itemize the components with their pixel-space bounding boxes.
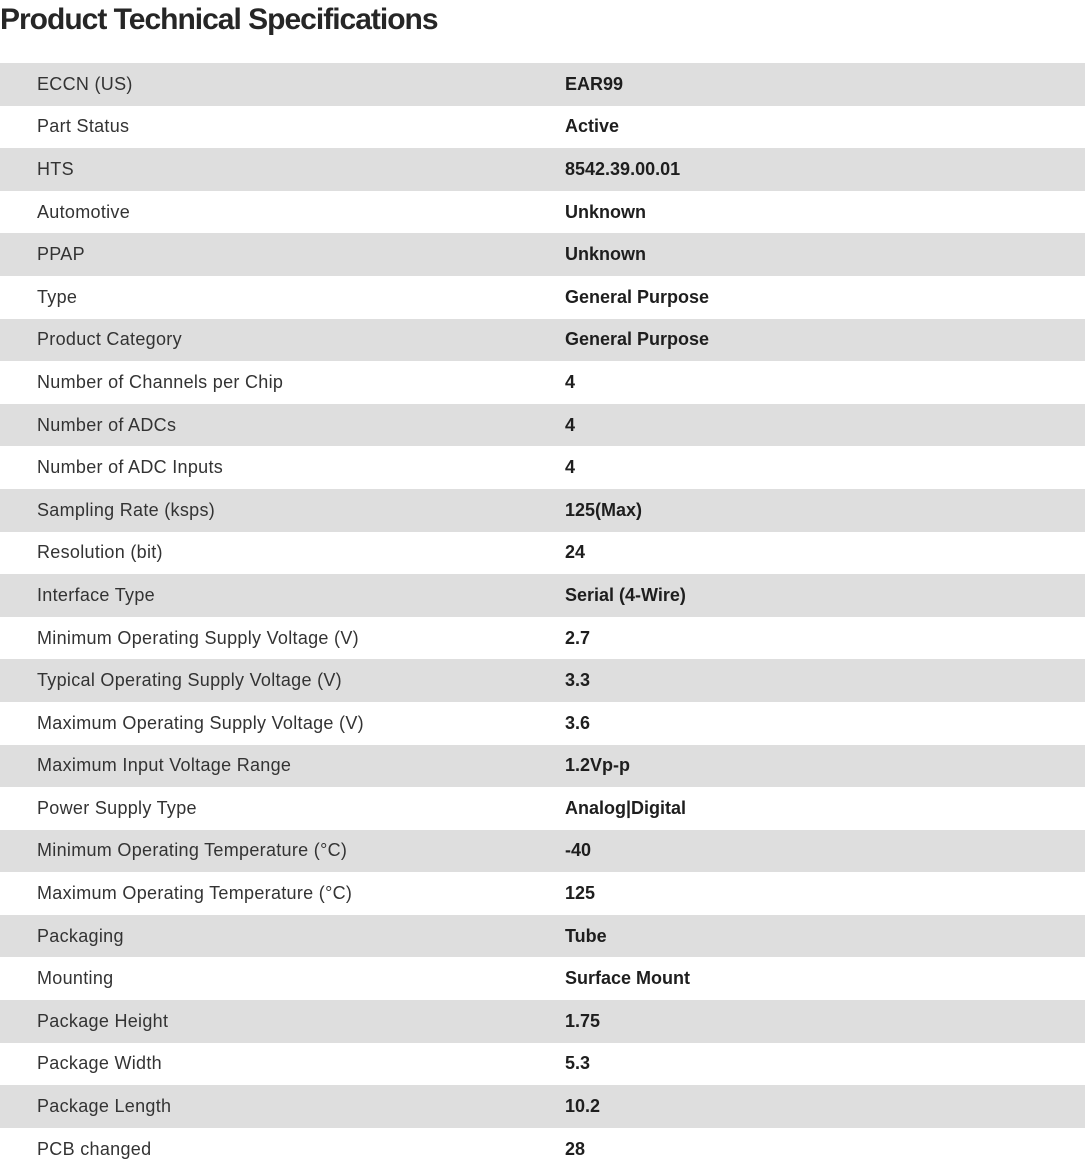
spec-value: 4 bbox=[565, 371, 576, 392]
spec-value: Unknown bbox=[565, 244, 646, 265]
spec-table-body bbox=[0, 63, 1085, 1170]
spec-value: 5.3 bbox=[565, 1053, 591, 1074]
spec-value: 3.6 bbox=[565, 712, 591, 733]
spec-label: Package Width bbox=[37, 1053, 162, 1074]
spec-row bbox=[0, 617, 1085, 660]
spec-row bbox=[0, 957, 1085, 1000]
spec-value: Analog|Digital bbox=[565, 797, 687, 818]
spec-row bbox=[0, 233, 1085, 276]
spec-value: 1.75 bbox=[565, 1010, 601, 1031]
spec-label: Maximum Operating Temperature (°C) bbox=[37, 883, 353, 904]
spec-label: Packaging bbox=[37, 925, 124, 946]
spec-row bbox=[0, 745, 1085, 788]
spec-label: Interface Type bbox=[37, 584, 155, 605]
spec-row bbox=[0, 830, 1085, 873]
spec-row bbox=[0, 702, 1085, 745]
spec-label: HTS bbox=[37, 158, 74, 179]
spec-label: PPAP bbox=[37, 244, 85, 265]
spec-label: PCB changed bbox=[37, 1138, 152, 1159]
spec-value: Tube bbox=[565, 925, 607, 946]
spec-row bbox=[0, 659, 1085, 702]
spec-label: Product Category bbox=[37, 329, 182, 350]
spec-value: 2.7 bbox=[565, 627, 591, 648]
spec-value: 8542.39.00.01 bbox=[565, 158, 681, 179]
spec-value: Serial (4-Wire) bbox=[565, 584, 686, 605]
spec-value: 4 bbox=[565, 414, 576, 435]
spec-row bbox=[0, 191, 1085, 234]
spec-value: Unknown bbox=[565, 201, 646, 222]
spec-row bbox=[0, 106, 1085, 149]
spec-value: Surface Mount bbox=[565, 968, 691, 989]
spec-label: Resolution (bit) bbox=[37, 542, 163, 563]
spec-value: 24 bbox=[565, 542, 586, 563]
spec-label: Number of ADC Inputs bbox=[37, 457, 224, 478]
spec-row bbox=[0, 63, 1085, 106]
spec-label: Package Length bbox=[37, 1096, 172, 1117]
spec-value: EAR99 bbox=[565, 73, 624, 94]
spec-value: General Purpose bbox=[565, 329, 710, 350]
spec-value: 28 bbox=[565, 1138, 586, 1159]
spec-label: Automotive bbox=[37, 201, 131, 222]
spec-label: Type bbox=[37, 286, 78, 307]
spec-label: ECCN (US) bbox=[37, 73, 133, 94]
spec-label: Part Status bbox=[37, 116, 130, 137]
spec-label: Package Height bbox=[37, 1010, 169, 1031]
spec-label: Sampling Rate (ksps) bbox=[37, 499, 216, 520]
spec-row bbox=[0, 489, 1085, 532]
spec-label: Number of ADCs bbox=[37, 414, 177, 435]
spec-row bbox=[0, 1000, 1085, 1043]
spec-value: General Purpose bbox=[565, 286, 710, 307]
spec-row bbox=[0, 1085, 1085, 1128]
spec-row bbox=[0, 532, 1085, 575]
spec-value: -40 bbox=[565, 840, 592, 861]
spec-row bbox=[0, 319, 1085, 362]
spec-value: 1.2Vp-p bbox=[565, 755, 631, 776]
spec-row bbox=[0, 404, 1085, 447]
spec-label: Number of Channels per Chip bbox=[37, 371, 284, 392]
page-title: Product Technical Specifications bbox=[0, 3, 438, 36]
spec-row bbox=[0, 1043, 1085, 1086]
spec-row bbox=[0, 787, 1085, 830]
spec-value: 125(Max) bbox=[565, 499, 643, 520]
spec-row bbox=[0, 148, 1085, 191]
spec-label: Typical Operating Supply Voltage (V) bbox=[37, 670, 342, 691]
spec-table bbox=[0, 63, 1085, 1170]
spec-label: Maximum Operating Supply Voltage (V) bbox=[37, 712, 364, 733]
spec-row bbox=[0, 361, 1085, 404]
spec-value: 3.3 bbox=[565, 670, 591, 691]
spec-value: 10.2 bbox=[565, 1096, 601, 1117]
spec-value: 125 bbox=[565, 883, 596, 904]
spec-label: Minimum Operating Temperature (°C) bbox=[37, 840, 348, 861]
spec-label: Minimum Operating Supply Voltage (V) bbox=[37, 627, 359, 648]
spec-row bbox=[0, 915, 1085, 958]
spec-row bbox=[0, 1128, 1085, 1170]
spec-label: Maximum Input Voltage Range bbox=[37, 755, 292, 776]
spec-label: Power Supply Type bbox=[37, 797, 197, 818]
spec-value: 4 bbox=[565, 457, 576, 478]
spec-row bbox=[0, 276, 1085, 319]
spec-row bbox=[0, 574, 1085, 617]
spec-value: Active bbox=[565, 116, 620, 137]
spec-label: Mounting bbox=[37, 968, 114, 989]
spec-row bbox=[0, 446, 1085, 489]
spec-row bbox=[0, 872, 1085, 915]
